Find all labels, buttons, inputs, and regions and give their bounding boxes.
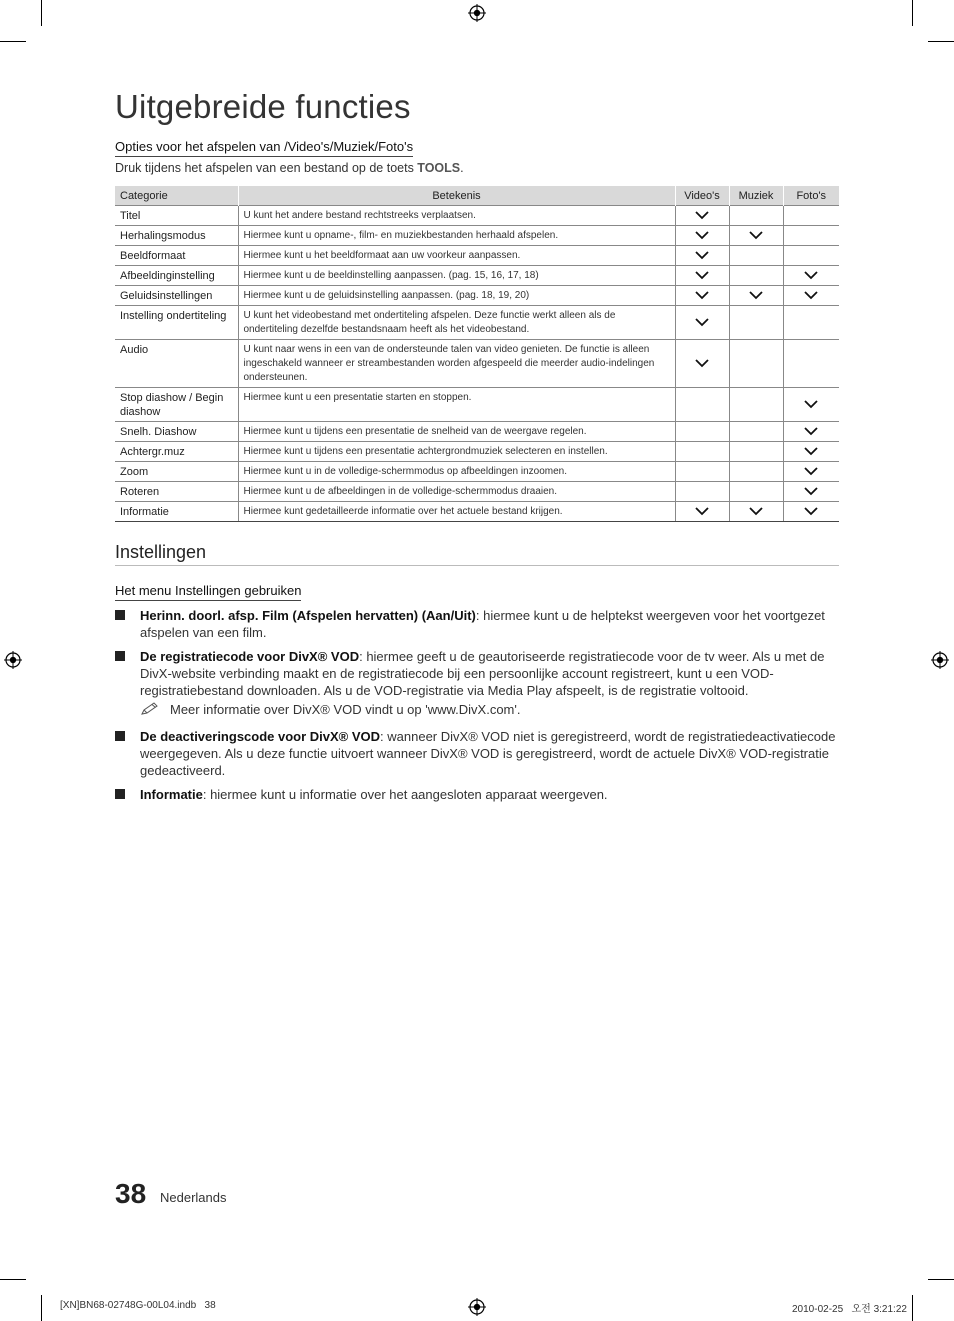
table-row bbox=[115, 226, 839, 246]
cell-music bbox=[729, 246, 783, 266]
cell-video bbox=[675, 306, 729, 340]
header-meaning: Betekenis bbox=[238, 186, 675, 206]
list-item: De registratiecode voor DivX® VOD: hiermee geeft u de geautoriseerde registratiecode voor de tv weer. Als u met de DivX-website verbinding maakt en de registratiecode bij een persoonlijke account registreert, kunt u een VOD-registratiebestand downloaden. Als u de VOD-registratie via Media Play afspeelt, is de registratie voltooid. bbox=[140, 649, 825, 698]
cell-category: Beeldformaat bbox=[115, 246, 238, 266]
cell-video bbox=[675, 286, 729, 306]
table-row bbox=[115, 502, 839, 522]
crop-mark bbox=[928, 1279, 954, 1280]
square-bullet-icon bbox=[115, 731, 125, 741]
cell-photo bbox=[783, 442, 839, 462]
check-icon bbox=[784, 447, 840, 456]
cell-meaning: Hiermee kunt u het beeldformaat aan uw voorkeur aanpassen. bbox=[238, 246, 675, 266]
cell-photo bbox=[783, 306, 839, 340]
cell-meaning: U kunt naar wens in een van de ondersteunde talen van video genieten. De functie is alleen ingeschakeld wanneer er streambestanden worden afgespeeld die meerder audio-indelingen ondersteunen. bbox=[238, 340, 675, 388]
cell-category: Geluidsinstellingen bbox=[115, 286, 238, 306]
language-label: Nederlands bbox=[160, 1190, 227, 1205]
cell-photo bbox=[783, 226, 839, 246]
crop-mark bbox=[928, 41, 954, 42]
cell-photo bbox=[783, 388, 839, 422]
cell-video bbox=[675, 482, 729, 502]
table-row bbox=[115, 286, 839, 306]
cell-meaning: Hiermee kunt u tijdens een presentatie achtergrondmuziek selecteren en instellen. bbox=[238, 442, 675, 462]
cell-music bbox=[729, 206, 783, 226]
cell-music bbox=[729, 482, 783, 502]
cell-photo bbox=[783, 266, 839, 286]
table-row bbox=[115, 462, 839, 482]
cell-meaning: Hiermee kunt u tijdens een presentatie de snelheid van de weergave regelen. bbox=[238, 422, 675, 442]
table-row bbox=[115, 246, 839, 266]
cell-photo bbox=[783, 340, 839, 388]
cell-category: Stop diashow / Begin diashow bbox=[115, 388, 238, 422]
cell-video bbox=[675, 206, 729, 226]
table-header-row bbox=[115, 186, 839, 206]
cell-video bbox=[675, 502, 729, 522]
cell-meaning: Hiermee kunt u de afbeeldingen in de volledige-schermmodus draaien. bbox=[238, 482, 675, 502]
check-icon bbox=[676, 251, 729, 260]
cell-music bbox=[729, 388, 783, 422]
crop-mark bbox=[41, 0, 42, 26]
registration-mark-icon bbox=[4, 651, 22, 669]
cell-video bbox=[675, 462, 729, 482]
check-icon bbox=[676, 291, 729, 300]
cell-music bbox=[729, 340, 783, 388]
check-icon bbox=[784, 467, 840, 476]
check-icon bbox=[730, 291, 783, 300]
cell-music bbox=[729, 462, 783, 482]
registration-mark-icon bbox=[468, 1298, 486, 1316]
check-icon bbox=[676, 507, 729, 516]
check-icon bbox=[784, 291, 840, 300]
check-icon bbox=[784, 507, 840, 516]
cell-video bbox=[675, 388, 729, 422]
header-videos: Video's bbox=[675, 186, 729, 206]
cell-photo bbox=[783, 286, 839, 306]
list-item: Informatie: hiermee kunt u informatie over het aangesloten apparaat weergeven. bbox=[140, 787, 608, 802]
crop-mark bbox=[912, 0, 913, 26]
cell-category: Snelh. Diashow bbox=[115, 422, 238, 442]
cell-meaning: Hiermee kunt u opname-, film- en muziekbestanden herhaald afspelen. bbox=[238, 226, 675, 246]
list-item: De deactiveringscode voor DivX® VOD: wanneer DivX® VOD niet is geregistreerd, wordt de registratiedeactivatiecode weergegeven. Als u deze functie uitvoert wanneer DivX® VOD is geregistreerd, wordt de actuele DivX® VOD-registratie gedeactiveerd. bbox=[140, 729, 836, 778]
check-icon bbox=[676, 318, 729, 327]
cell-meaning: U kunt het andere bestand rechtstreeks verplaatsen. bbox=[238, 206, 675, 226]
cell-category: Zoom bbox=[115, 462, 238, 482]
check-icon bbox=[784, 400, 840, 409]
page-title: Uitgebreide functies bbox=[115, 88, 411, 125]
cell-meaning: Hiermee kunt u in de volledige-schermmodus op afbeeldingen inzoomen. bbox=[238, 462, 675, 482]
table-row bbox=[115, 388, 839, 422]
cell-meaning: U kunt het videobestand met ondertiteling afspelen. Deze functie werkt alleen als de ondertiteling dezelfde bestandsnaam heeft als het videobestand. bbox=[238, 306, 675, 340]
check-icon bbox=[676, 231, 729, 240]
header-category: Categorie bbox=[115, 186, 238, 206]
check-icon bbox=[784, 271, 840, 280]
crop-mark bbox=[912, 1295, 913, 1321]
cell-video bbox=[675, 340, 729, 388]
cell-music bbox=[729, 422, 783, 442]
cell-photo bbox=[783, 462, 839, 482]
header-photos: Foto's bbox=[783, 186, 839, 206]
divider bbox=[115, 565, 839, 566]
table-row bbox=[115, 422, 839, 442]
square-bullet-icon bbox=[115, 610, 125, 620]
cell-music bbox=[729, 442, 783, 462]
cell-category: Audio bbox=[115, 340, 238, 388]
table-row bbox=[115, 306, 839, 340]
pencil-note-icon bbox=[140, 702, 160, 716]
tools-key: TOOLS bbox=[417, 161, 461, 175]
check-icon bbox=[676, 211, 729, 220]
cell-category: Informatie bbox=[115, 502, 238, 522]
cell-video bbox=[675, 246, 729, 266]
registration-mark-icon bbox=[931, 651, 949, 669]
table-row bbox=[115, 442, 839, 462]
cell-meaning: Hiermee kunt u de beeldinstelling aanpassen. (pag. 15, 16, 17, 18) bbox=[238, 266, 675, 286]
cell-category: Afbeeldinginstelling bbox=[115, 266, 238, 286]
cell-music bbox=[729, 502, 783, 522]
crop-mark bbox=[41, 1295, 42, 1321]
list-item: Herinn. doorl. afsp. Film (Afspelen hervatten) (Aan/Uit): hiermee kunt u de helptekst weergeven voor het voortgezet afspelen van een film. bbox=[140, 608, 825, 640]
page-number: 38 bbox=[115, 1178, 147, 1209]
cell-music bbox=[729, 226, 783, 246]
intro-text: Druk tijdens het afspelen van een bestand op de toets TOOLS. bbox=[115, 161, 464, 175]
cell-meaning: Hiermee kunt gedetailleerde informatie over het actuele bestand krijgen. bbox=[238, 502, 675, 522]
check-icon bbox=[676, 359, 729, 368]
settings-subheading: Het menu Instellingen gebruiken bbox=[115, 583, 301, 601]
table-row bbox=[115, 206, 839, 226]
cell-meaning: Hiermee kunt u een presentatie starten en stoppen. bbox=[238, 388, 675, 422]
cell-category: Herhalingsmodus bbox=[115, 226, 238, 246]
cell-category: Roteren bbox=[115, 482, 238, 502]
table-row bbox=[115, 340, 839, 388]
registration-mark-icon bbox=[468, 4, 486, 22]
options-table bbox=[115, 186, 839, 522]
square-bullet-icon bbox=[115, 789, 125, 799]
cell-photo bbox=[783, 482, 839, 502]
cell-video bbox=[675, 226, 729, 246]
check-icon bbox=[784, 427, 840, 436]
cell-photo bbox=[783, 206, 839, 226]
cell-video bbox=[675, 266, 729, 286]
cell-video bbox=[675, 442, 729, 462]
crop-mark bbox=[0, 41, 26, 42]
divx-note: Meer informatie over DivX® VOD vindt u op 'www.DivX.com'. bbox=[170, 702, 521, 717]
cell-photo bbox=[783, 246, 839, 266]
crop-mark bbox=[0, 1279, 26, 1280]
cell-category: Instelling ondertiteling bbox=[115, 306, 238, 340]
check-icon bbox=[784, 487, 840, 496]
cell-photo bbox=[783, 502, 839, 522]
cell-music bbox=[729, 286, 783, 306]
check-icon bbox=[730, 507, 783, 516]
cell-category: Achtergr.muz bbox=[115, 442, 238, 462]
check-icon bbox=[730, 231, 783, 240]
cell-photo bbox=[783, 422, 839, 442]
cell-video bbox=[675, 422, 729, 442]
table-row bbox=[115, 482, 839, 502]
square-bullet-icon bbox=[115, 651, 125, 661]
cell-meaning: Hiermee kunt u de geluidsinstelling aanpassen. (pag. 18, 19, 20) bbox=[238, 286, 675, 306]
cell-music bbox=[729, 266, 783, 286]
section-heading: Opties voor het afspelen van /Video's/Muziek/Foto's bbox=[115, 139, 413, 157]
settings-heading: Instellingen bbox=[115, 542, 207, 562]
check-icon bbox=[676, 271, 729, 280]
footer-file: [XN]BN68-02748G-00L04.indb 38 bbox=[60, 1300, 216, 1311]
header-music: Muziek bbox=[729, 186, 783, 206]
table-row bbox=[115, 266, 839, 286]
cell-category: Titel bbox=[115, 206, 238, 226]
cell-music bbox=[729, 306, 783, 340]
footer-timestamp: 2010-02-25 오전 3:21:22 bbox=[792, 1304, 907, 1315]
